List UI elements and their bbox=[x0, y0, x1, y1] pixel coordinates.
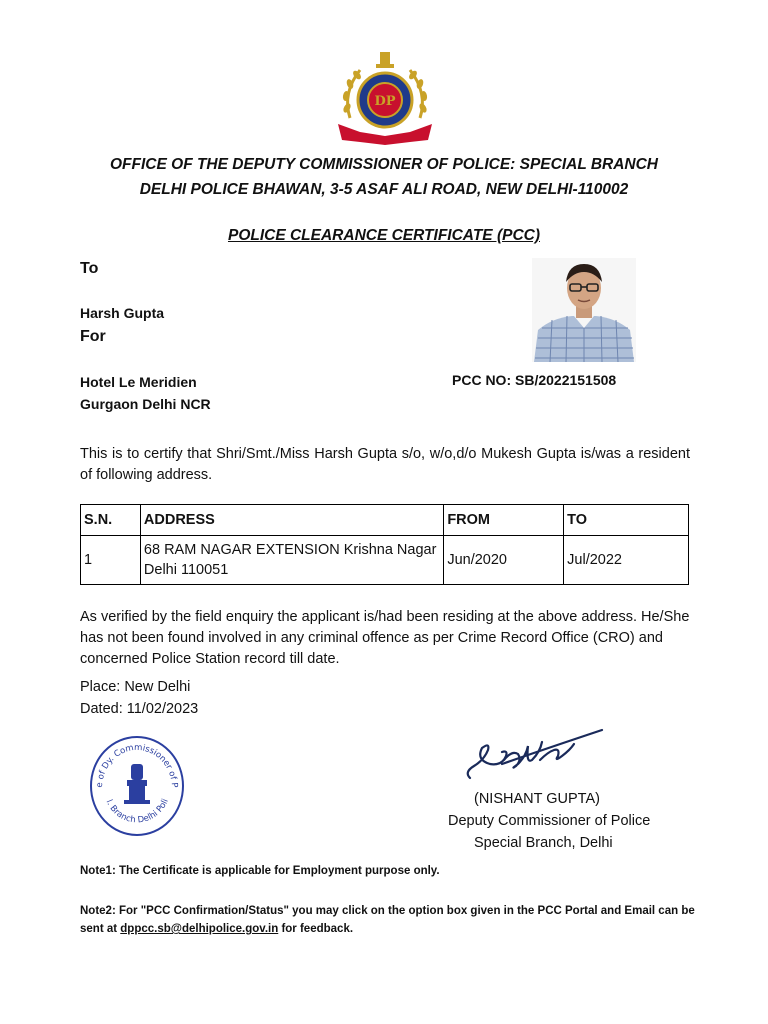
svg-text:Office of Dy. Commissioner of: e of Dy. Commissioner of P bbox=[94, 742, 180, 788]
header-line-1: OFFICE OF THE DEPUTY COMMISSIONER OF POLICE: SPECIAL BRANCH bbox=[110, 156, 658, 173]
certify-paragraph: This is to certify that Shri/Smt./Miss Harsh Gupta s/o, w/o,d/o Mukesh Gupta is/was a resident of following address. bbox=[80, 446, 690, 483]
certificate-title-text: POLICE CLEARANCE CERTIFICATE (PCC) bbox=[227, 227, 540, 244]
verification-paragraph: As verified by the field enquiry the applicant is/had been residing at the above address. He/She has not been found involved in any criminal offence as per Crime Record Office (CRO) and concerned Police Station record till date. bbox=[80, 609, 690, 667]
header-sn: S.N. bbox=[81, 505, 141, 536]
to-label: To bbox=[80, 260, 99, 277]
note-2-suffix: for feedback. bbox=[281, 923, 354, 935]
table-header-row bbox=[81, 505, 689, 536]
header-to: TO bbox=[564, 505, 689, 536]
pcc-number: PCC NO: SB/2022151508 bbox=[452, 372, 617, 388]
note-2-prefix: Note2: For "PCC Confirmation/Status" you may click on the option box given in the PCC Portal and Email can be sent at bbox=[80, 905, 695, 935]
recipient-line-1: Hotel Le Meridien bbox=[80, 374, 197, 390]
signatory-designation: Deputy Commissioner of Police bbox=[448, 813, 651, 829]
svg-text:Spl. Branch Delhi Police: l. Branch Delhi Poli bbox=[103, 797, 171, 826]
place: Place: New Delhi bbox=[80, 679, 191, 695]
office-stamp bbox=[88, 734, 186, 838]
certificate-title bbox=[0, 227, 768, 245]
header-from: FROM bbox=[444, 505, 564, 536]
note-2 bbox=[80, 902, 700, 938]
cell-from: Jun/2020 bbox=[444, 536, 564, 585]
header-address: ADDRESS bbox=[140, 505, 443, 536]
dated: Dated: 11/02/2023 bbox=[80, 701, 199, 717]
table-row bbox=[81, 536, 689, 585]
feedback-email-link[interactable]: dppcc.sb@delhipolice.gov.in bbox=[120, 923, 279, 935]
applicant-name: Harsh Gupta bbox=[80, 305, 165, 321]
note-1: Note1: The Certificate is applicable for Employment purpose only. bbox=[80, 865, 440, 877]
cell-address: 68 RAM NAGAR EXTENSION Krishna Nagar Delhi 110051 bbox=[140, 536, 443, 585]
recipient-line-2: Gurgaon Delhi NCR bbox=[80, 396, 211, 412]
header-line-2: DELHI POLICE BHAWAN, 3-5 ASAF ALI ROAD, NEW DELHI-110002 bbox=[139, 181, 629, 198]
signatory-unit: Special Branch, Delhi bbox=[474, 835, 613, 851]
applicant-photo bbox=[532, 258, 636, 362]
signature bbox=[462, 720, 607, 785]
cell-to: Jul/2022 bbox=[564, 536, 689, 585]
signatory-name: (NISHANT GUPTA) bbox=[474, 791, 600, 807]
cell-sn: 1 bbox=[81, 536, 141, 585]
svg-text:DP: DP bbox=[374, 94, 396, 109]
delhi-police-logo bbox=[330, 48, 440, 148]
address-table bbox=[80, 504, 689, 585]
for-label: For bbox=[80, 328, 106, 345]
